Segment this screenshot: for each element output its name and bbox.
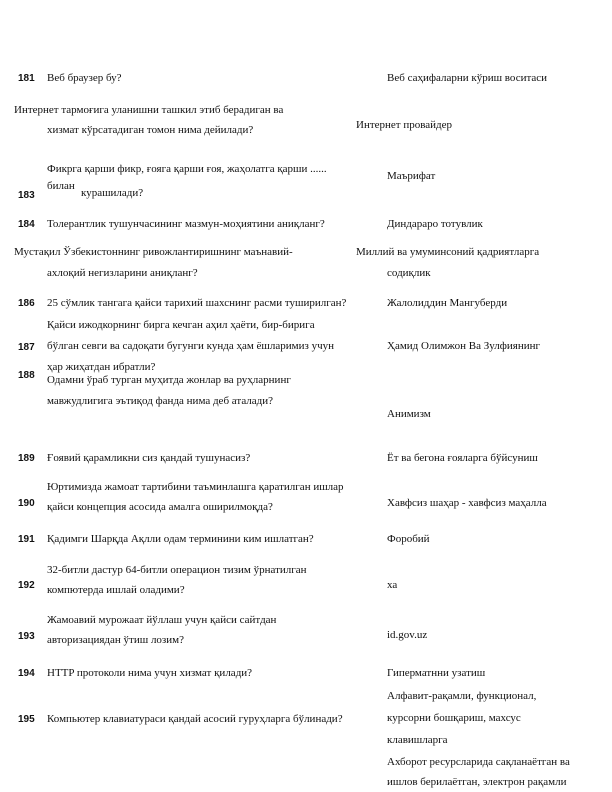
- question-text: ахлоқий негизларини аниқланг?: [47, 267, 198, 279]
- question-number: 189: [18, 453, 35, 464]
- question-number: 187: [18, 342, 35, 353]
- question-text: Қайси ижодкорнинг бирга кечган аҳил ҳаёти, бир-бирига: [47, 319, 315, 331]
- question-number: 193: [18, 631, 35, 642]
- answer-text: содиқлик: [387, 267, 431, 279]
- answer-text: Ёт ва бегона ғояларга бўйсуниш: [387, 452, 538, 464]
- question-number: 186: [18, 298, 35, 309]
- question-number: 194: [18, 668, 35, 679]
- question-text: Компьютер клавиатураси қандай асосий гуруҳларга бўлинади?: [47, 713, 343, 725]
- question-text: Толерантлик тушунчасининг мазмун-моҳиятини аниқланг?: [47, 218, 325, 230]
- question-text: ҳар жиҳатдан ибратли?: [47, 361, 156, 373]
- question-text: Фикрга қарши фикр, ғояга қарши ғоя, жаҳолатга қарши ......: [47, 163, 327, 175]
- question-text: Одамни ўраб турган муҳитда жонлар ва руҳларнинг: [47, 374, 291, 386]
- answer-text: id.gov.uz: [387, 629, 428, 641]
- answer-text: Жалолиддин Мангуберди: [387, 297, 508, 309]
- question-number: 183: [18, 190, 35, 201]
- question-text: Мустақил Ўзбекистоннинг ривожлантиришнинг маънавий-: [14, 246, 293, 258]
- answer-text: Форобий: [387, 533, 430, 545]
- question-text: мавжудлигига эътиқод фанда нима деб аталади?: [47, 395, 274, 407]
- question-text: 32-битли дастур 64-битли операцион тизим ўрнатилган: [47, 564, 307, 576]
- question-text: қайси концепция асосида амалга оширилмоқда?: [47, 501, 273, 513]
- question-text: Юртимизда жамоат тартибини таъминлашга қаратилган ишлар: [47, 481, 344, 493]
- answer-text: Интернет провайдер: [356, 119, 453, 131]
- question-text: Ғоявий қарамликни сиз қандай тушунасиз?: [47, 452, 251, 464]
- question-number: 195: [18, 714, 35, 725]
- answer-text: Ахборот ресурсларида сақланаётган ва: [387, 756, 570, 768]
- answer-text: Ҳамид Олимжон Ва Зулфиянинг: [387, 340, 540, 352]
- question-number: 181: [18, 73, 35, 84]
- question-number: 190: [18, 498, 35, 509]
- answer-text: ха: [387, 579, 398, 591]
- answer-text: ишлов берилаётган, электрон рақамли: [387, 776, 567, 788]
- answer-text: Диндараро тотувлик: [387, 218, 483, 230]
- answer-text: курсорни бошқариш, махсус: [387, 712, 521, 724]
- question-number: 191: [18, 534, 35, 545]
- answer-text: Веб саҳифаларни кўриш воситаси: [387, 72, 548, 84]
- question-text: авторизациядан ўтиш лозим?: [47, 634, 185, 646]
- answer-text: Гиперматнни узатиш: [387, 667, 486, 679]
- question-number: 188: [18, 370, 35, 381]
- question-text: Қадимги Шарқда Ақлли одам терминини ким ишлатган?: [47, 533, 314, 545]
- question-text: бўлган севги ва садоқати бугунги кунда ҳам ёшларимиз учун: [47, 340, 335, 352]
- question-text: курашилади?: [81, 187, 144, 199]
- question-text: хизмат кўрсатадиган томон нима дейилади?: [47, 124, 254, 136]
- answer-text: Анимизм: [387, 408, 431, 420]
- question-number: 192: [18, 580, 35, 591]
- question-text: билан: [47, 180, 75, 192]
- answer-text: клавишларга: [387, 734, 448, 746]
- question-text: Жамоавий мурожаат йўллаш учун қайси сайтдан: [47, 614, 277, 626]
- question-text: 25 сўмлик тангага қайси тарихий шахснинг расми туширилган?: [47, 297, 347, 309]
- answer-text: Миллий ва умуминсоний қадриятларга: [356, 246, 540, 258]
- question-text: HTTP протоколи нима учун хизмат қилади?: [47, 667, 253, 679]
- question-text: компютерда ишлай оладими?: [47, 584, 185, 596]
- answer-text: Маърифат: [387, 170, 436, 182]
- question-text: Веб браузер бу?: [47, 72, 122, 84]
- answer-text: Алфавит-рақамли, функционал,: [387, 690, 537, 702]
- answer-text: Хавфсиз шаҳар - хавфсиз маҳалла: [387, 497, 547, 509]
- question-text: Интернет тармоғига уланишни ташкил этиб берадиган ва: [14, 104, 284, 116]
- question-number: 184: [18, 219, 35, 230]
